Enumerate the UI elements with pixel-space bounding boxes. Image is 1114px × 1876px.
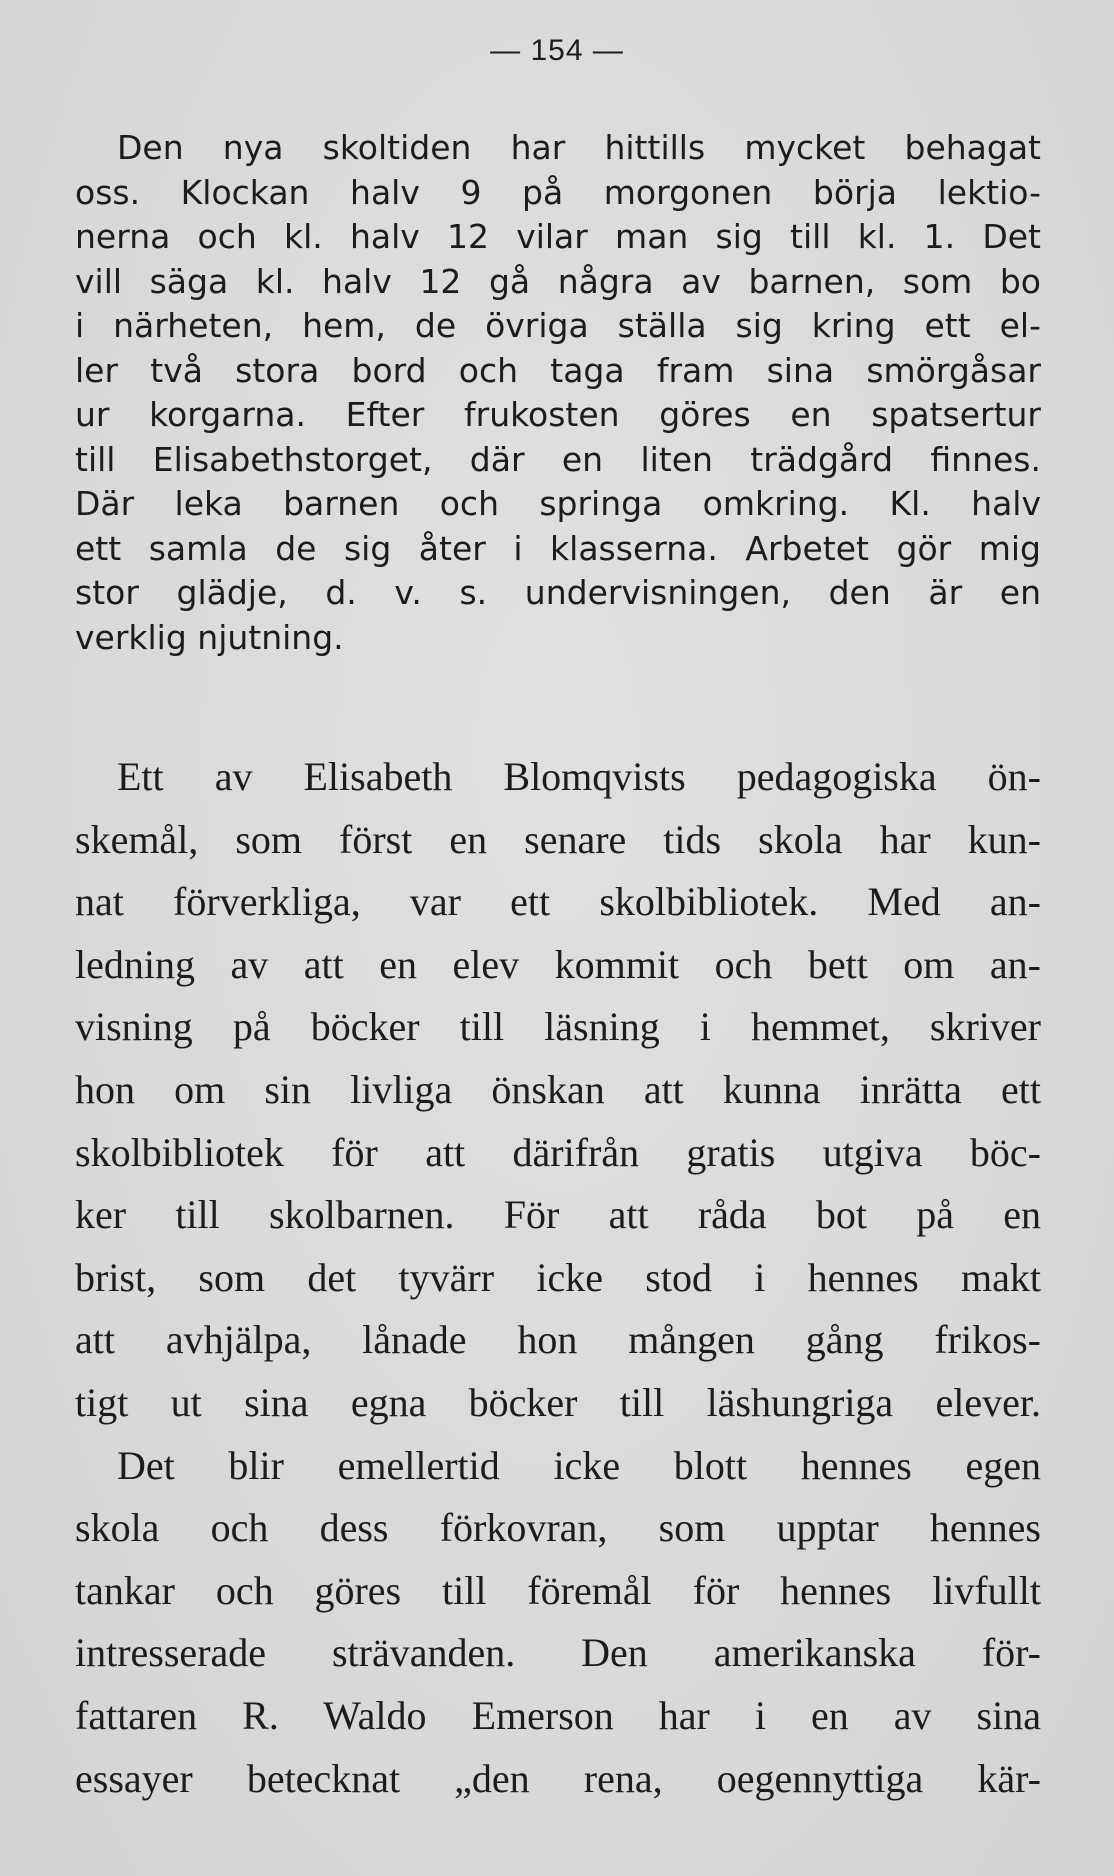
text-line: brist, som det tyvärr icke stod i hennes makt (75, 1254, 1041, 1300)
text-line: Där leka barnen och springa omkring. Kl. halv (75, 484, 1041, 523)
text-line: intresserade strävanden. Den amerikanska för- (75, 1630, 1041, 1676)
text-line: skola och dess förkovran, som upptar hennes (75, 1505, 1041, 1551)
text-line: visning på böcker till läsning i hemmet, skriver (75, 1004, 1041, 1050)
text-line: tankar och göres till föremål för hennes livfullt (75, 1567, 1041, 1613)
paragraph-main-text (75, 746, 1041, 1810)
text-line: hon om sin livliga önskan att kunna inrätta ett (75, 1066, 1041, 1112)
text-line: skemål, som först en senare tids skola har kun- (75, 816, 1041, 862)
text-line: skolbibliotek för att därifrån gratis utgiva böc- (75, 1129, 1041, 1175)
text-line: essayer betecknat „den rena, oegennyttiga kär- (75, 1755, 1041, 1801)
page-number: — 154 — (490, 34, 624, 67)
text-line: ur korgarna. Efter frukosten göres en spatsertur (75, 395, 1041, 434)
text-line: vill säga kl. halv 12 gå några av barnen, som bo (75, 261, 1041, 301)
text-line: i närheten, hem, de övriga ställa sig kring ett el- (75, 306, 1041, 345)
text-line: verklig njutning. (75, 617, 344, 657)
text-line: Den nya skoltiden har hittills mycket behagat (117, 128, 1041, 167)
text-line: fattaren R. Waldo Emerson har i en av sina (75, 1692, 1041, 1738)
text-line: tigt ut sina egna böcker till läshungriga elever. (75, 1379, 1041, 1425)
text-line: nerna och kl. halv 12 vilar man sig till kl. 1. Det (75, 217, 1041, 256)
text-line: stor glädje, d. v. s. undervisningen, den är en (75, 573, 1041, 612)
text-line: Ett av Elisabeth Blomqvists pedagogiska ön- (117, 754, 1041, 799)
text-line: att avhjälpa, lånade hon mången gång frikos- (75, 1317, 1041, 1363)
text-line: oss. Klockan halv 9 på morgonen börja lektio- (75, 172, 1041, 212)
text-line: ler två stora bord och taga fram sina smörgåsar (75, 350, 1041, 390)
paragraph-letter-excerpt (75, 126, 1041, 660)
text-line: ett samla de sig åter i klasserna. Arbetet gör mig (75, 528, 1041, 568)
text-line: nat förverkliga, var ett skolbibliotek. Med an- (75, 879, 1041, 925)
text-line: ker till skolbarnen. För att råda bot på en (75, 1192, 1041, 1238)
text-line: till Elisabethstorget, där en liten trädgård finnes. (75, 439, 1041, 479)
text-line: ledning av att en elev kommit och bett om an- (75, 941, 1041, 987)
text-line: Det blir emellertid icke blott hennes egen (117, 1442, 1041, 1488)
